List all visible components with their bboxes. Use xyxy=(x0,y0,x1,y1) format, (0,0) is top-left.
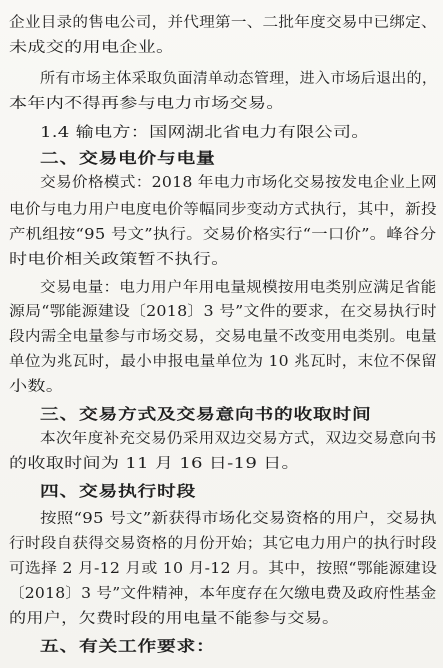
paragraph-line: 交易价格模式：2018 年电力市场化交易按发电企业上网 xyxy=(40,175,438,191)
paragraph-line: 的用户，欠费时段的用电量不能参与交易。 xyxy=(9,611,340,627)
paragraph-line: 1.4 输电方：国网湖北省电力有限公司。 xyxy=(40,125,370,141)
paragraph-line: 按照“95 号文”新获得市场化交易资格的用户，交易执 xyxy=(40,511,437,527)
paragraph-line: 企业目录的售电公司，并代理第一、二批年度交易中已绑定、 xyxy=(9,15,437,31)
paragraph-line: 本次年度补充交易仍采用双边交易方式，双边交易意向书 xyxy=(40,431,437,447)
paragraph-line: 源局“鄂能源建设〔2018〕3 号”文件的要求，在交易执行时 xyxy=(9,304,437,320)
paragraph-line: 行时段自获得交易资格的月份开始；其它电力用户的执行时段 xyxy=(9,536,437,552)
paragraph-line: 〔2018〕3 号”文件精神，本年度存在欠缴电费及政府性基金 xyxy=(9,586,437,602)
paragraph-line: 的收取时间为 11 月 16 日-19 日。 xyxy=(9,456,300,472)
section-heading: 四、交易执行时段 xyxy=(40,482,197,500)
paragraph-line: 可选择 2 月-12 月或 10 月-12 月。其中，按照“鄂能源建设 xyxy=(9,561,438,577)
paragraph-line: 时电价相关政策暂不执行。 xyxy=(9,252,230,268)
paragraph-line: 所有市场主体采取负面清单动态管理，进入市场后退出的， xyxy=(40,71,438,87)
paragraph-line: 电价与电力用户电度电价等幅同步变动方式执行，其中，新投 xyxy=(9,202,437,218)
paragraph-line: 段内需全电量参与市场交易，交易电量不改变用电类别。电量 xyxy=(9,329,437,345)
section-heading: 二、交易电价与电量 xyxy=(40,149,216,167)
paragraph-line: 未成交的用电企业。 xyxy=(9,40,175,56)
section-heading: 五、有关工作要求： xyxy=(40,637,216,655)
section-heading: 三、交易方式及交易意向书的收取时间 xyxy=(40,405,372,423)
paragraph-line: 单位为兆瓦时，最小申报电量单位为 10 兆瓦时，末位不保留 xyxy=(9,354,438,370)
paragraph-line: 本年内不得再参与电力市场交易。 xyxy=(9,96,285,112)
paragraph-line: 交易电量：电力用户年用电量规模按用电类别应满足省能 xyxy=(40,280,437,296)
paragraph-line: 小数。 xyxy=(9,379,65,395)
paragraph-line: 产机组按“95 号文”执行。交易价格实行“一口价”。峰谷分 xyxy=(9,227,437,243)
